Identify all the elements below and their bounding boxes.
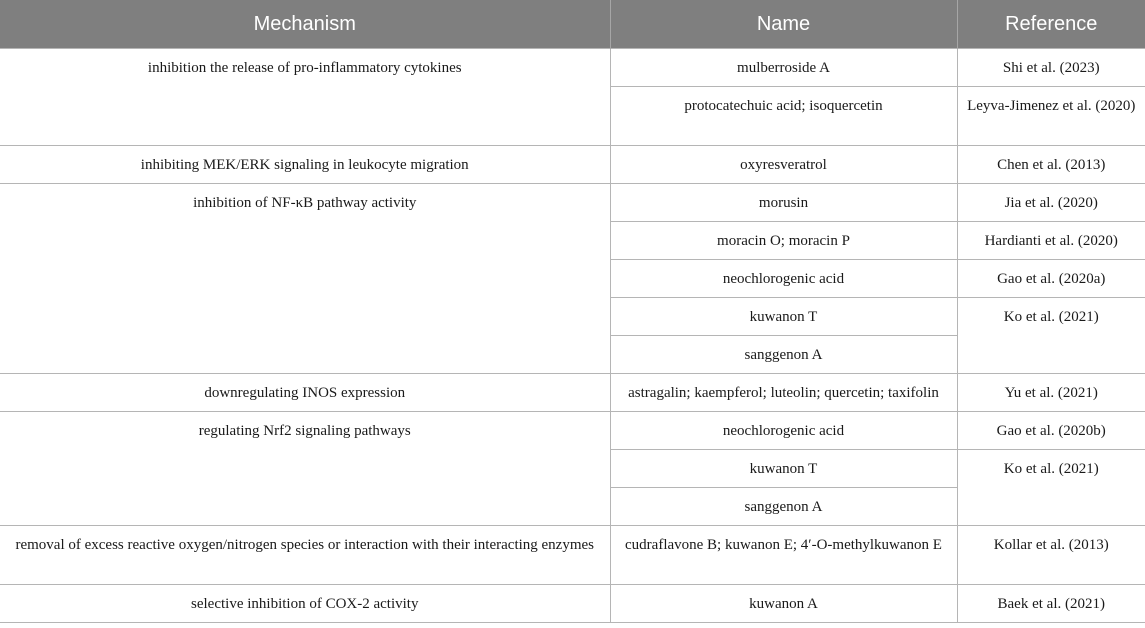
reference-cell: Chen et al. (2013) <box>957 146 1145 184</box>
mechanism-cell: downregulating INOS expression <box>0 374 610 412</box>
header-name: Name <box>610 0 957 49</box>
name-cell: kuwanon T <box>610 450 957 488</box>
reference-cell: Ko et al. (2021) <box>957 450 1145 526</box>
name-cell: kuwanon A <box>610 585 957 623</box>
table-row <box>0 374 1145 412</box>
reference-cell: Yu et al. (2021) <box>957 374 1145 412</box>
mechanism-cell: inhibiting MEK/ERK signaling in leukocyte migration <box>0 146 610 184</box>
reference-cell: Gao et al. (2020a) <box>957 260 1145 298</box>
reference-cell: Leyva-Jimenez et al. (2020) <box>957 87 1145 146</box>
reference-cell: Gao et al. (2020b) <box>957 412 1145 450</box>
reference-cell: Jia et al. (2020) <box>957 184 1145 222</box>
name-cell: neochlorogenic acid <box>610 412 957 450</box>
mechanism-cell: removal of excess reactive oxygen/nitrogen species or interaction with their interacting enzymes <box>0 526 610 585</box>
table-row <box>0 146 1145 184</box>
name-cell: mulberroside A <box>610 49 957 87</box>
reference-cell: Kollar et al. (2013) <box>957 526 1145 585</box>
name-cell: sanggenon A <box>610 488 957 526</box>
header-row <box>0 0 1145 49</box>
reference-cell: Shi et al. (2023) <box>957 49 1145 87</box>
header-reference: Reference <box>957 0 1145 49</box>
name-cell: cudraflavone B; kuwanon E; 4′-O-methylkuwanon E <box>610 526 957 585</box>
table-row <box>0 184 1145 222</box>
table-row <box>0 526 1145 585</box>
name-cell: protocatechuic acid; isoquercetin <box>610 87 957 146</box>
mechanism-cell: inhibition of NF-κB pathway activity <box>0 184 610 374</box>
reference-cell: Baek et al. (2021) <box>957 585 1145 623</box>
name-cell: astragalin; kaempferol; luteolin; quercetin; taxifolin <box>610 374 957 412</box>
table-row <box>0 585 1145 623</box>
name-cell: moracin O; moracin P <box>610 222 957 260</box>
table-row <box>0 49 1145 87</box>
reference-cell: Ko et al. (2021) <box>957 298 1145 374</box>
name-cell: oxyresveratrol <box>610 146 957 184</box>
table-row <box>0 412 1145 450</box>
name-cell: neochlorogenic acid <box>610 260 957 298</box>
name-cell: morusin <box>610 184 957 222</box>
mechanism-cell: inhibition the release of pro-inflammatory cytokines <box>0 49 610 146</box>
header-mechanism: Mechanism <box>0 0 610 49</box>
mechanism-cell: selective inhibition of COX-2 activity <box>0 585 610 623</box>
reference-cell: Hardianti et al. (2020) <box>957 222 1145 260</box>
name-cell: kuwanon T <box>610 298 957 336</box>
name-cell: sanggenon A <box>610 336 957 374</box>
mechanism-cell: regulating Nrf2 signaling pathways <box>0 412 610 526</box>
